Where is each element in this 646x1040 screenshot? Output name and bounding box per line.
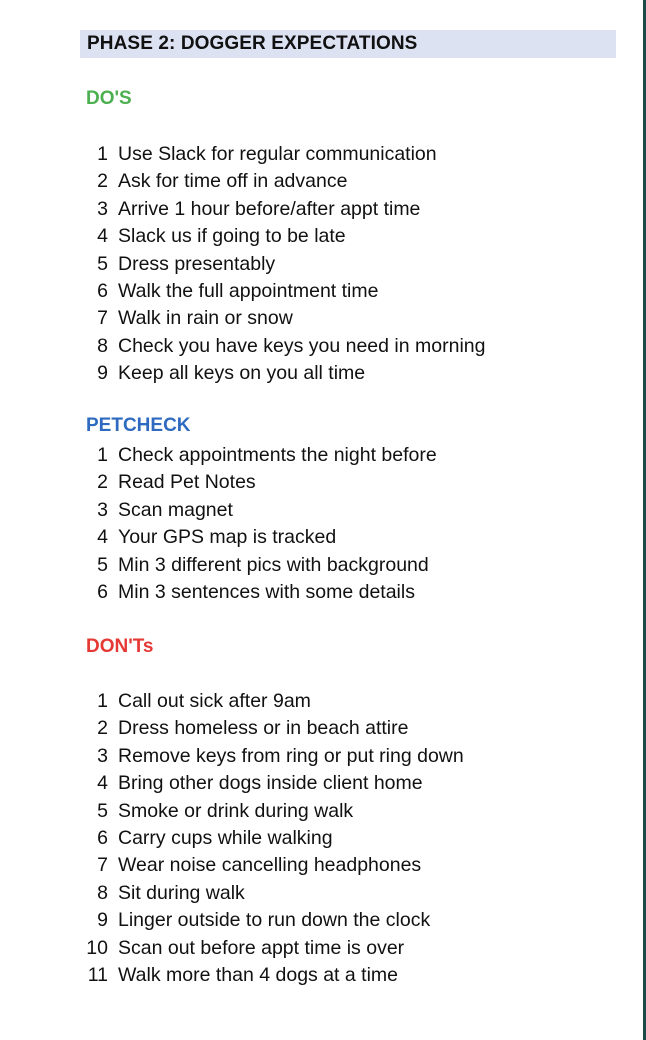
list-item — [0, 770, 464, 797]
list-item — [0, 305, 485, 332]
item-text: Linger outside to run down the clock — [118, 909, 431, 932]
item-number: 9 — [97, 909, 108, 932]
list-item — [0, 880, 464, 907]
page-title: PHASE 2: DOGGER EXPECTATIONS — [87, 33, 418, 54]
item-number: 1 — [97, 444, 108, 466]
item-number: 2 — [97, 170, 108, 193]
item-number: 1 — [97, 143, 108, 165]
list-item — [0, 798, 464, 825]
item-text: Scan out before appt time is over — [118, 936, 405, 959]
dos-list — [0, 141, 485, 388]
list-item — [0, 360, 485, 387]
item-number: 3 — [97, 197, 108, 220]
item-number: 6 — [97, 580, 108, 603]
list-item — [0, 743, 464, 770]
item-number: 4 — [97, 772, 108, 795]
item-number: 3 — [97, 498, 108, 521]
list-item — [0, 497, 437, 524]
item-number: 2 — [97, 471, 108, 494]
list-item — [0, 552, 437, 579]
list-item — [0, 688, 464, 715]
item-text: Use Slack for regular communication — [118, 143, 437, 165]
list-item — [0, 524, 437, 551]
item-number: 3 — [97, 744, 108, 767]
item-text: Carry cups while walking — [118, 826, 333, 849]
item-text: Keep all keys on you all time — [118, 362, 366, 385]
list-item — [0, 469, 437, 496]
item-number: 2 — [97, 717, 108, 740]
item-number: 6 — [97, 279, 108, 302]
item-text: Dress presentably — [118, 252, 276, 275]
item-number: 1 — [97, 690, 108, 712]
item-text: Slack us if going to be late — [118, 225, 346, 248]
item-text: Min 3 different pics with background — [118, 553, 429, 576]
dos-heading: DO'S — [86, 88, 132, 109]
item-number: 5 — [97, 799, 108, 822]
list-item — [0, 141, 485, 168]
item-number: 7 — [97, 854, 108, 877]
item-number: 4 — [97, 526, 108, 549]
list-item — [0, 852, 464, 879]
item-text: Call out sick after 9am — [118, 690, 311, 712]
petcheck-heading: PETCHECK — [86, 415, 191, 436]
list-item — [0, 223, 485, 250]
list-item — [0, 196, 485, 223]
list-item — [0, 251, 485, 278]
donts-heading: DON'Ts — [86, 636, 154, 657]
item-text: Walk more than 4 dogs at a time — [118, 963, 398, 986]
list-item — [0, 168, 485, 195]
list-item — [0, 715, 464, 742]
item-text: Your GPS map is tracked — [118, 526, 337, 549]
list-item — [0, 278, 485, 305]
item-number: 8 — [97, 334, 108, 357]
item-number: 5 — [97, 553, 108, 576]
item-text: Scan magnet — [118, 498, 233, 521]
item-number: 11 — [87, 963, 108, 986]
list-item — [0, 333, 485, 360]
header-bar — [80, 30, 616, 58]
item-number: 10 — [86, 936, 108, 959]
item-text: Arrive 1 hour before/after appt time — [118, 197, 421, 220]
item-text: Walk the full appointment time — [118, 279, 379, 302]
item-text: Sit during walk — [118, 881, 245, 904]
item-text: Check you have keys you need in morning — [118, 334, 486, 357]
item-number: 8 — [97, 881, 108, 904]
item-text: Check appointments the night before — [118, 444, 437, 466]
item-text: Smoke or drink during walk — [118, 799, 354, 822]
item-text: Walk in rain or snow — [118, 307, 293, 330]
item-text: Ask for time off in advance — [118, 170, 348, 193]
item-text: Dress homeless or in beach attire — [118, 717, 409, 740]
item-text: Min 3 sentences with some details — [118, 580, 415, 603]
list-item — [0, 962, 464, 989]
item-text: Wear noise cancelling headphones — [118, 854, 422, 877]
item-number: 7 — [97, 307, 108, 330]
item-text: Read Pet Notes — [118, 471, 256, 494]
donts-list — [0, 688, 464, 989]
list-item — [0, 907, 464, 934]
item-number: 6 — [97, 826, 108, 849]
list-item — [0, 579, 437, 606]
item-text: Bring other dogs inside client home — [118, 772, 423, 795]
item-number: 9 — [97, 362, 108, 385]
item-text: Remove keys from ring or put ring down — [118, 744, 464, 767]
list-item — [0, 442, 437, 469]
item-number: 4 — [97, 225, 108, 248]
item-number: 5 — [97, 252, 108, 275]
list-item — [0, 935, 464, 962]
list-item — [0, 825, 464, 852]
petcheck-list — [0, 442, 437, 606]
